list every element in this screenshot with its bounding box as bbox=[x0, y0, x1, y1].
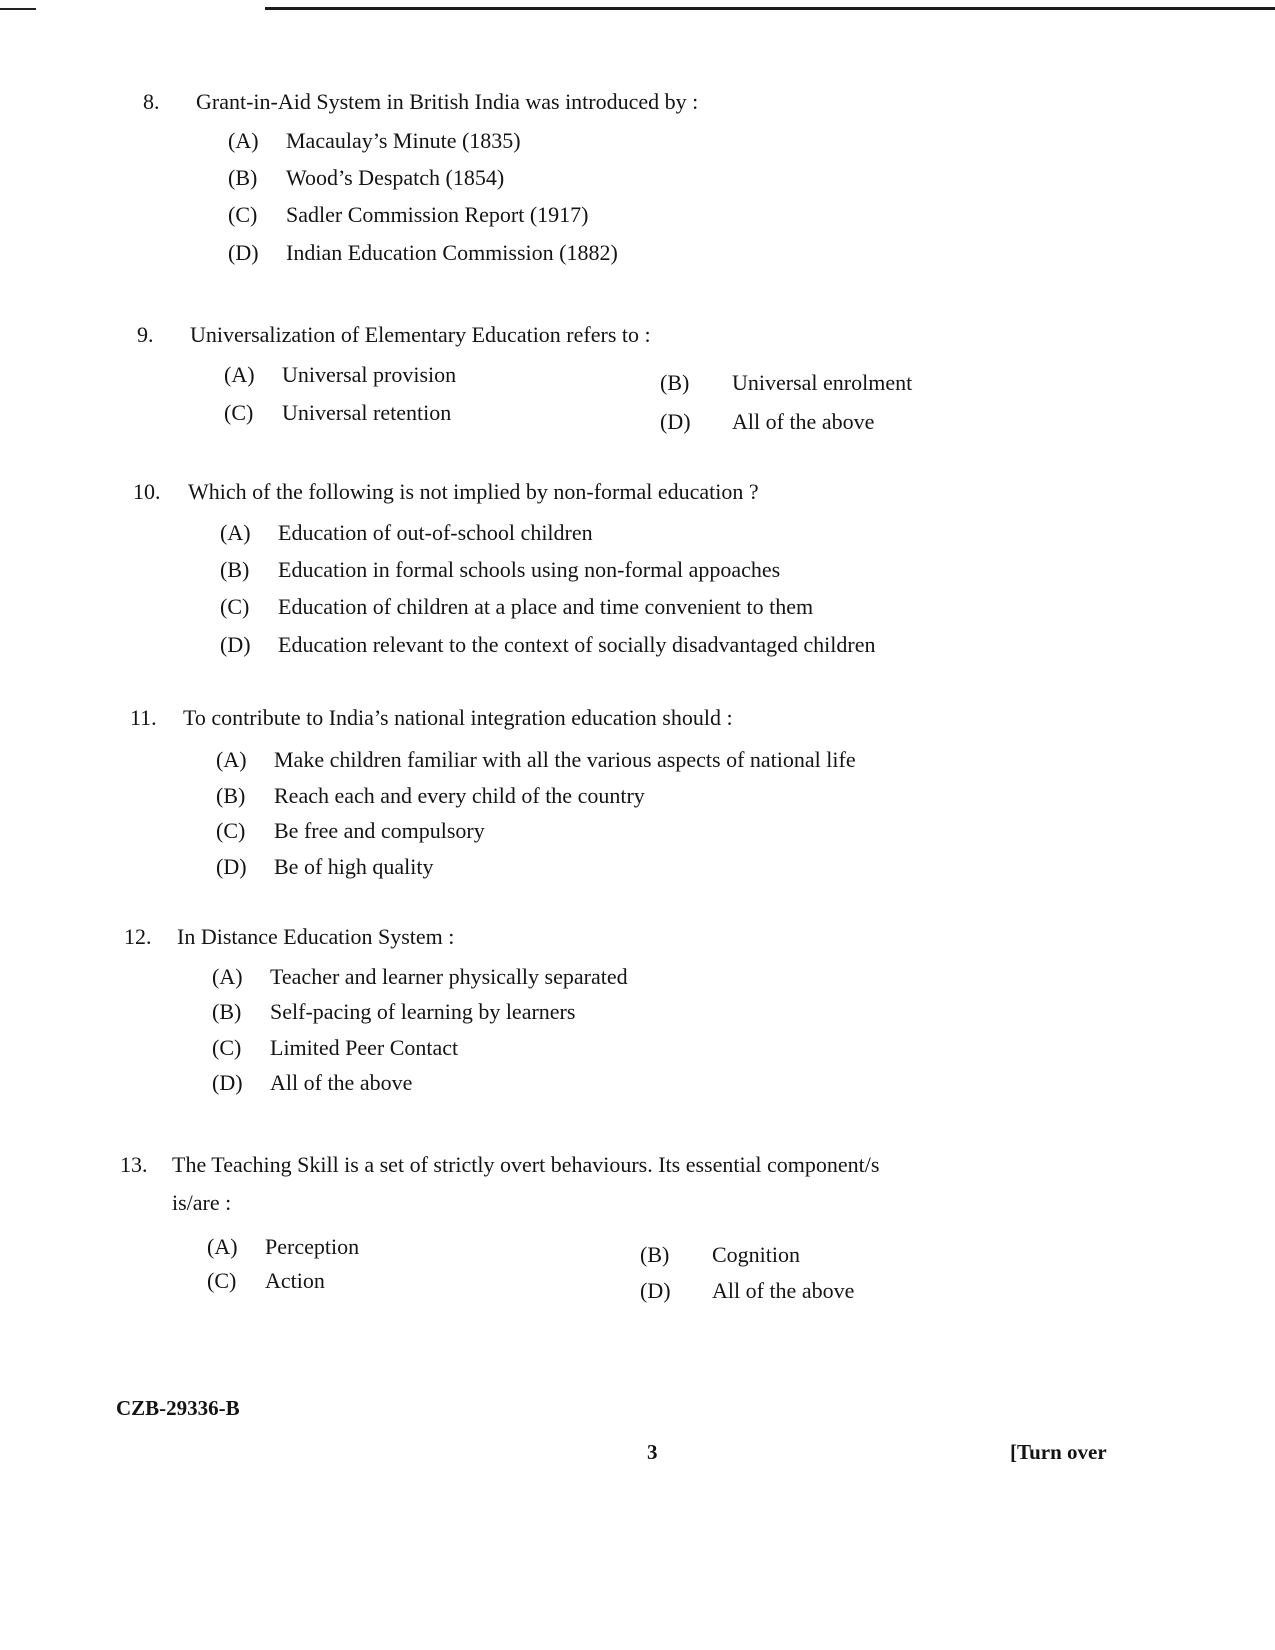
option-label: (C) bbox=[207, 1268, 237, 1293]
option-label: (C) bbox=[224, 400, 254, 425]
question-number: 9. bbox=[137, 322, 154, 347]
option-text: Perception bbox=[265, 1234, 360, 1259]
option-text: Be of high quality bbox=[274, 854, 434, 879]
question-number: 12. bbox=[124, 924, 152, 949]
question-text: Which of the following is not implied by non-formal education ? bbox=[188, 479, 759, 504]
option-c bbox=[228, 200, 588, 230]
option-text: All of the above bbox=[712, 1278, 855, 1303]
option-label: (A) bbox=[216, 747, 247, 772]
option-label: (B) bbox=[640, 1242, 670, 1267]
option-text: Reach each and every child of the country bbox=[274, 783, 645, 808]
question-text: Universalization of Elementary Education refers to : bbox=[190, 322, 651, 347]
option-d bbox=[212, 1068, 412, 1098]
option-text: Cognition bbox=[712, 1242, 801, 1267]
option-d bbox=[216, 852, 433, 882]
option-b bbox=[216, 781, 645, 811]
option-a bbox=[212, 962, 628, 992]
option-text: Be free and compulsory bbox=[274, 818, 485, 843]
option-b bbox=[212, 997, 575, 1027]
option-label: (B) bbox=[220, 557, 250, 582]
option-a bbox=[220, 518, 593, 548]
option-text: Education relevant to the context of socially disadvantaged children bbox=[278, 632, 876, 657]
option-d bbox=[220, 630, 875, 660]
option-d bbox=[228, 238, 618, 268]
option-label: (D) bbox=[212, 1070, 243, 1095]
question-text: In Distance Education System : bbox=[177, 924, 455, 949]
question-text: The Teaching Skill is a set of strictly overt behaviours. Its essential component/s bbox=[172, 1152, 880, 1177]
option-label: (D) bbox=[216, 854, 247, 879]
option-b bbox=[660, 368, 912, 398]
top-rule bbox=[265, 7, 1275, 10]
option-text: Education of out-of-school children bbox=[278, 520, 593, 545]
question-number: 13. bbox=[120, 1152, 148, 1177]
option-text: Education of children at a place and time convenient to them bbox=[278, 594, 814, 619]
option-label: (A) bbox=[207, 1234, 238, 1259]
question-number: 11. bbox=[130, 705, 157, 730]
option-label: (D) bbox=[228, 240, 259, 265]
option-text: Indian Education Commission (1882) bbox=[286, 240, 618, 265]
option-d bbox=[660, 407, 874, 437]
option-label: (A) bbox=[228, 128, 259, 153]
turn-over-note: [Turn over bbox=[1010, 1440, 1107, 1464]
option-a bbox=[228, 126, 521, 156]
option-label: (B) bbox=[660, 370, 690, 395]
option-text: Make children familiar with all the various aspects of national life bbox=[274, 747, 856, 772]
option-c bbox=[220, 592, 813, 622]
option-label: (D) bbox=[660, 409, 691, 434]
option-label: (B) bbox=[228, 165, 258, 190]
option-label: (C) bbox=[228, 202, 258, 227]
option-b bbox=[220, 555, 780, 585]
option-text: Teacher and learner physically separated bbox=[270, 964, 628, 989]
question-number: 10. bbox=[133, 479, 161, 504]
option-label: (C) bbox=[212, 1035, 242, 1060]
option-a bbox=[224, 360, 456, 390]
top-left-rule bbox=[0, 8, 36, 10]
option-c bbox=[212, 1033, 458, 1063]
option-label: (B) bbox=[216, 783, 246, 808]
option-d bbox=[640, 1276, 854, 1306]
option-c bbox=[224, 398, 451, 428]
question-number: 8. bbox=[143, 89, 160, 114]
option-label: (D) bbox=[220, 632, 251, 657]
option-text: Sadler Commission Report (1917) bbox=[286, 202, 589, 227]
option-b bbox=[228, 163, 504, 193]
option-label: (A) bbox=[212, 964, 243, 989]
option-text: Universal provision bbox=[282, 362, 457, 387]
question-text-continuation: is/are : bbox=[172, 1190, 232, 1215]
option-a bbox=[216, 745, 856, 775]
option-text: All of the above bbox=[270, 1070, 413, 1095]
option-c bbox=[207, 1266, 325, 1296]
question-text: To contribute to India’s national integration education should : bbox=[183, 705, 733, 730]
question-text: Grant-in-Aid System in British India was introduced by : bbox=[196, 89, 699, 114]
option-text: Universal enrolment bbox=[732, 370, 913, 395]
option-text: Action bbox=[265, 1268, 325, 1293]
option-label: (C) bbox=[220, 594, 250, 619]
option-label: (C) bbox=[216, 818, 246, 843]
option-label: (A) bbox=[220, 520, 251, 545]
option-label: (B) bbox=[212, 999, 242, 1024]
option-label: (D) bbox=[640, 1278, 671, 1303]
option-text: Wood’s Despatch (1854) bbox=[286, 165, 505, 190]
option-text: Limited Peer Contact bbox=[270, 1035, 459, 1060]
option-c bbox=[216, 816, 485, 846]
option-text: Self-pacing of learning by learners bbox=[270, 999, 576, 1024]
option-label: (A) bbox=[224, 362, 255, 387]
page-number: 3 bbox=[647, 1440, 658, 1464]
paper-code: CZB-29336-B bbox=[116, 1396, 240, 1420]
option-text: Universal retention bbox=[282, 400, 452, 425]
option-b bbox=[640, 1240, 800, 1270]
option-a bbox=[207, 1232, 359, 1262]
option-text: Education in formal schools using non-formal appoaches bbox=[278, 557, 781, 582]
option-text: All of the above bbox=[732, 409, 875, 434]
option-text: Macaulay’s Minute (1835) bbox=[286, 128, 521, 153]
